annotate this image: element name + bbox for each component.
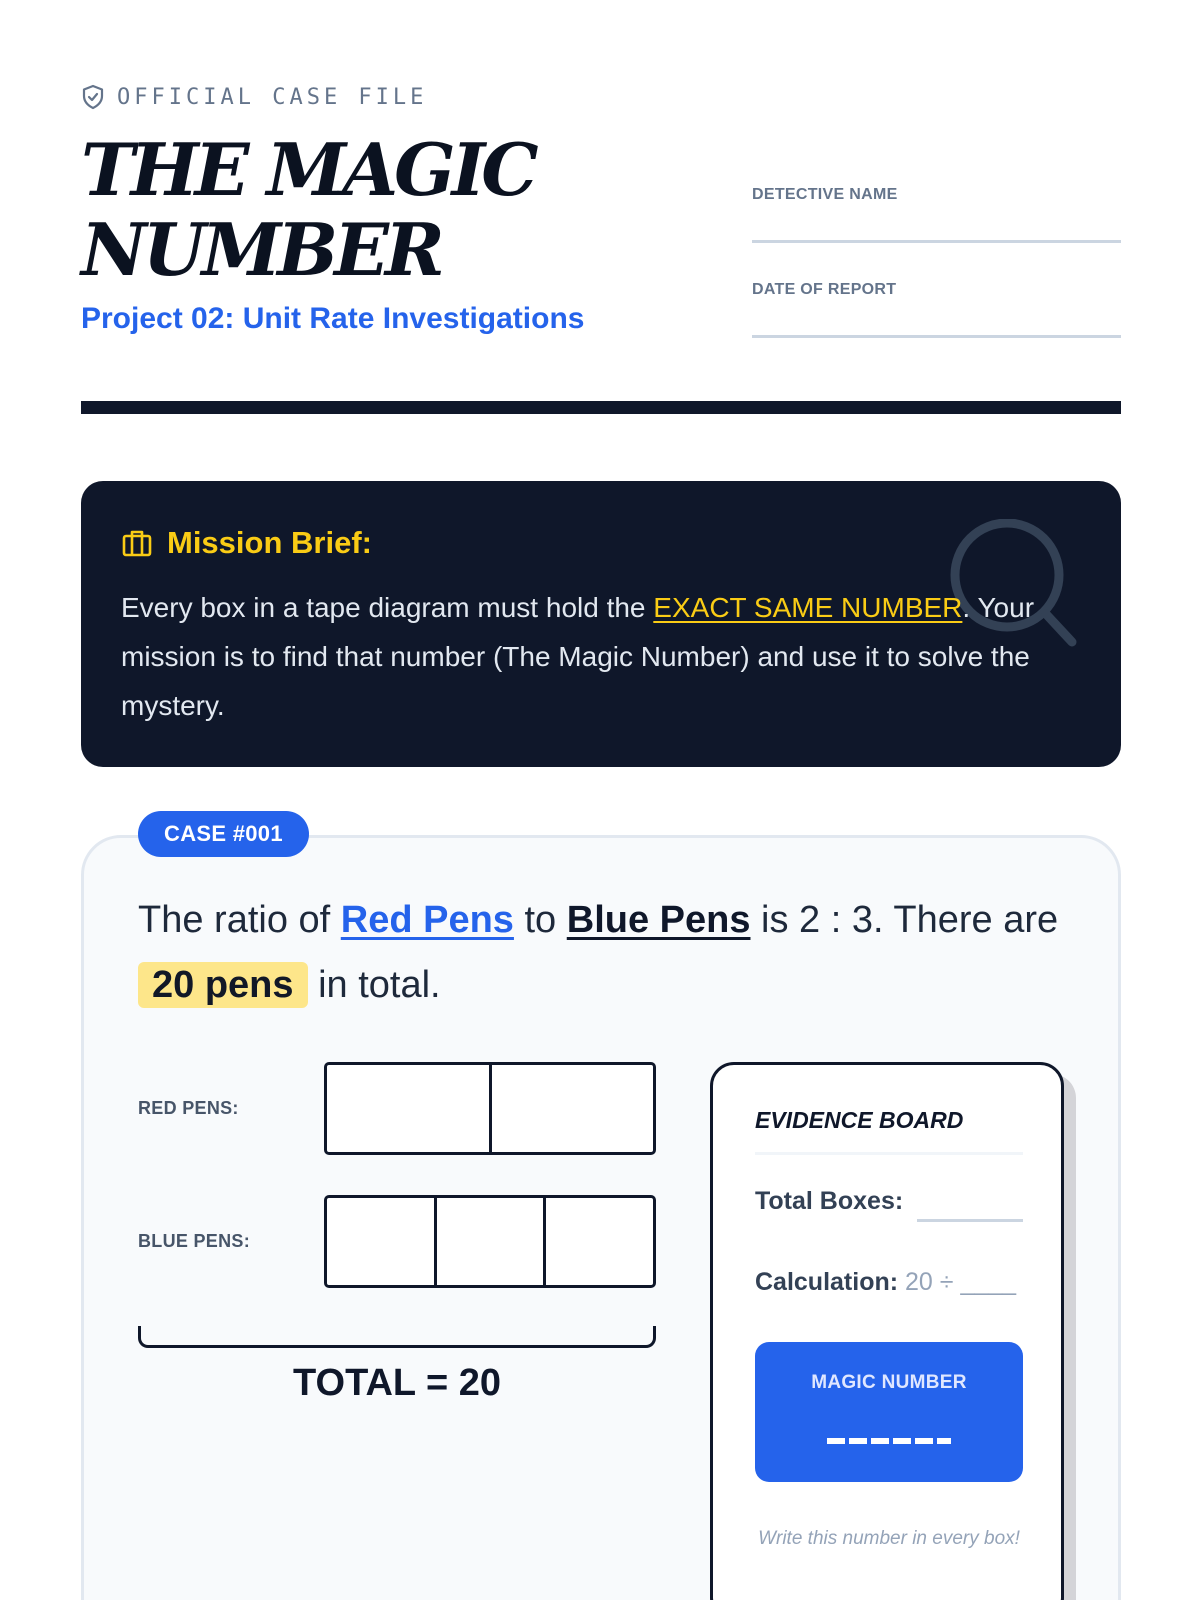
page-subtitle: Project 02: Unit Rate Investigations	[81, 302, 585, 335]
mission-brief-heading-text: Mission Brief:	[167, 525, 372, 560]
evidence-board-title: EVIDENCE BOARD	[755, 1107, 964, 1133]
total-bracket	[138, 1326, 656, 1348]
blue-pens-tape	[324, 1195, 656, 1288]
case-file-header	[81, 80, 1121, 414]
calculation-row	[755, 1268, 1016, 1297]
detective-name-line[interactable]	[752, 240, 1121, 243]
case-badge: CASE #001	[138, 811, 309, 857]
evidence-note: Write this number in every box!	[758, 1528, 1020, 1549]
problem-part-2: to	[513, 899, 567, 941]
case-file-tag-text: OFFICIAL CASE FILE	[117, 84, 428, 110]
detective-name-label: DETECTIVE NAME	[752, 186, 898, 203]
briefcase-icon	[121, 527, 153, 559]
problem-part-1: The ratio of	[138, 899, 341, 941]
calculation-label: Calculation:	[755, 1268, 899, 1296]
red-tape-box[interactable]	[327, 1065, 492, 1152]
evidence-board	[710, 1062, 1064, 1600]
mission-brief-text	[121, 583, 1081, 730]
blue-tape-box[interactable]	[546, 1198, 653, 1285]
brief-text-before: Every box in a tape diagram must hold the	[121, 592, 654, 623]
red-pens-term: Red Pens	[340, 899, 514, 941]
mission-brief-heading	[121, 525, 372, 561]
blue-pens-label: BLUE PENS:	[138, 1231, 251, 1251]
shield-check-icon	[81, 84, 105, 110]
case-problem	[138, 888, 1078, 1018]
total-equation: TOTAL = 20	[292, 1362, 502, 1404]
evidence-divider	[755, 1152, 1023, 1155]
total-boxes-blank[interactable]	[917, 1219, 1023, 1222]
calculation-expression[interactable]: 20 ÷ ____	[905, 1268, 1017, 1296]
title-line-1: THE MAGIC	[81, 127, 535, 212]
magic-number-blank[interactable]	[827, 1438, 951, 1444]
detective-name-field[interactable]	[752, 186, 1121, 243]
title-line-2: NUMBER	[81, 207, 441, 292]
page-title	[81, 127, 701, 292]
blue-tape-box[interactable]	[327, 1198, 437, 1285]
red-pens-label: RED PENS:	[138, 1098, 239, 1118]
total-boxes-label: Total Boxes:	[755, 1187, 904, 1215]
case-file-tag	[81, 84, 427, 110]
mission-brief	[81, 481, 1121, 767]
total-pens-term: 20 pens	[138, 962, 308, 1008]
brief-highlight: EXACT SAME NUMBER	[653, 592, 963, 623]
magic-number-label: MAGIC NUMBER	[811, 1372, 967, 1393]
brief-text-after: . Your mission is to find that number (The Magic Number) and use it to solve the mystery.	[121, 592, 1035, 721]
report-date-line[interactable]	[752, 335, 1121, 338]
problem-part-3: is 2 : 3. There are	[750, 899, 1059, 941]
problem-part-4: in total.	[307, 964, 441, 1006]
header-divider	[81, 401, 1121, 414]
blue-tape-box[interactable]	[437, 1198, 547, 1285]
report-date-field[interactable]	[752, 281, 1121, 338]
report-date-label: DATE OF REPORT	[752, 281, 897, 298]
red-pens-tape	[324, 1062, 656, 1155]
magic-number-box[interactable]	[755, 1342, 1023, 1482]
red-tape-box[interactable]	[492, 1065, 654, 1152]
blue-pens-term: Blue Pens	[566, 899, 751, 941]
